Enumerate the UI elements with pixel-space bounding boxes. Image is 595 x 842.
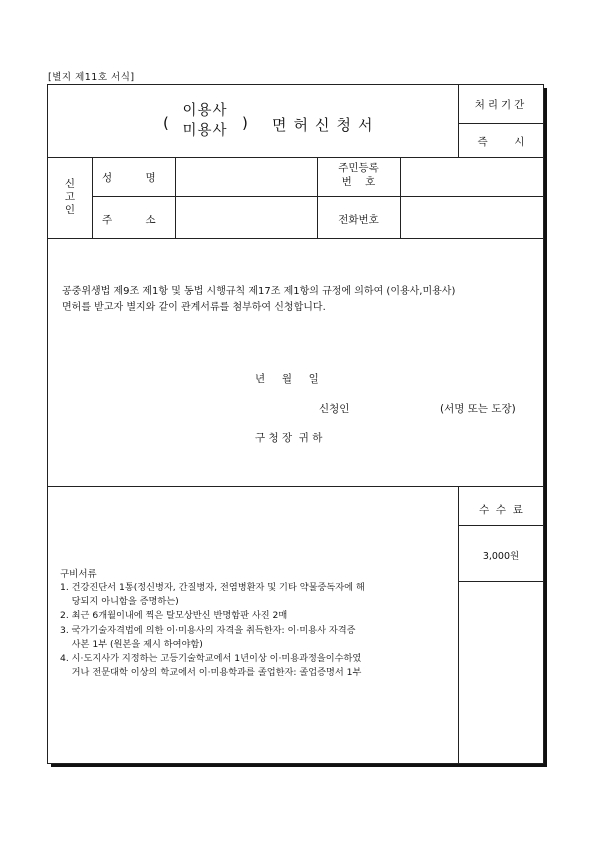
divider-statement-bottom [48, 486, 544, 487]
applicant-sign-label: 신청인 [319, 403, 350, 415]
title-open-paren: ( [163, 114, 169, 132]
address-field[interactable] [180, 205, 312, 231]
fee-amount: 3,000원 [482, 551, 520, 562]
processing-period-header: 처리기간 [474, 99, 528, 111]
page-title: 면허신청서 [272, 116, 380, 134]
applicant-section-label [48, 178, 92, 217]
title-close-paren: ) [242, 114, 248, 132]
statement-line-2: 면허를 받고자 별지와 같이 관계서류를 첨부하여 신청합니다. [62, 302, 326, 313]
document-item: 4. 시·도지사가 지정하는 고등기술학교에서 1년이상 이·미용과정을이수하였 [60, 653, 362, 665]
title-occupation [176, 101, 234, 141]
document-item: 3. 국가기술자격법에 의한 이·미용사의 자격을 취득한자: 이·미용사 자격증 [60, 624, 356, 636]
processing-period-value: 즉 시 [477, 136, 525, 148]
name-label: 성 명 [102, 172, 156, 184]
title-occupation-beautician: 미용사 [182, 123, 228, 139]
applicant-section-char-3: 인 [64, 204, 76, 216]
document-item: 사본 1부 (원본을 제시 하여야함) [60, 638, 203, 650]
resident-number-label-line1: 주민등록 [338, 162, 379, 174]
frame-shadow-bottom [51, 764, 547, 767]
document-item: 2. 최근 6개월이내에 찍은 탈모상반신 반명함판 사진 2매 [60, 610, 288, 622]
divider-fee-header [458, 525, 544, 526]
address-label: 주 소 [102, 214, 156, 226]
divider-fee-amount [458, 581, 544, 582]
document-item: 1. 건강진단서 1통(정신병자, 간질병자, 전염병환자 및 기타 약물중독자에 해 [60, 582, 365, 593]
resident-number-field[interactable] [405, 165, 539, 189]
resident-number-label-line2: 번 호 [341, 176, 376, 188]
required-documents-list [60, 581, 455, 680]
frame-shadow-right [544, 88, 547, 767]
divider-applicant-col2 [175, 157, 176, 238]
divider-applicant-mid [92, 196, 544, 197]
applicant-section-char-1: 신 [64, 178, 76, 190]
document-item: 거나 전문대학 이상의 학교에서 이·미용학과를 졸업한자: 졸업증명서 1부 [60, 667, 362, 679]
name-field[interactable] [180, 165, 312, 189]
divider-processing [458, 123, 544, 124]
resident-number-label [317, 161, 400, 189]
divider-applicant-col4 [400, 157, 401, 238]
signature-note: (서명 또는 도장) [440, 403, 516, 415]
divider-fee [458, 486, 459, 764]
application-statement [62, 284, 540, 316]
phone-label: 전화번호 [338, 214, 379, 226]
fee-header: 수 수 료 [479, 504, 523, 516]
divider-applicant-bottom [48, 238, 544, 239]
date-line: 년 월 일 [255, 373, 319, 385]
title-occupation-barber: 이용사 [182, 103, 228, 119]
divider-applicant-col1 [92, 157, 93, 238]
statement-line-1: 공중위생법 제9조 제1항 및 동법 시행규칙 제17조 제1항의 규정에 의하여 (이용사,미용사) [62, 286, 456, 297]
form-number-label: [별지 제11호 서식] [48, 72, 135, 83]
addressee: 구 청 장 귀 하 [255, 432, 323, 444]
applicant-section-char-2: 고 [64, 191, 76, 203]
document-item: 당되지 아니함을 증명하는) [60, 596, 179, 608]
required-documents-title: 구비서류 [60, 569, 97, 580]
divider-header [48, 157, 544, 158]
phone-field[interactable] [405, 205, 539, 231]
